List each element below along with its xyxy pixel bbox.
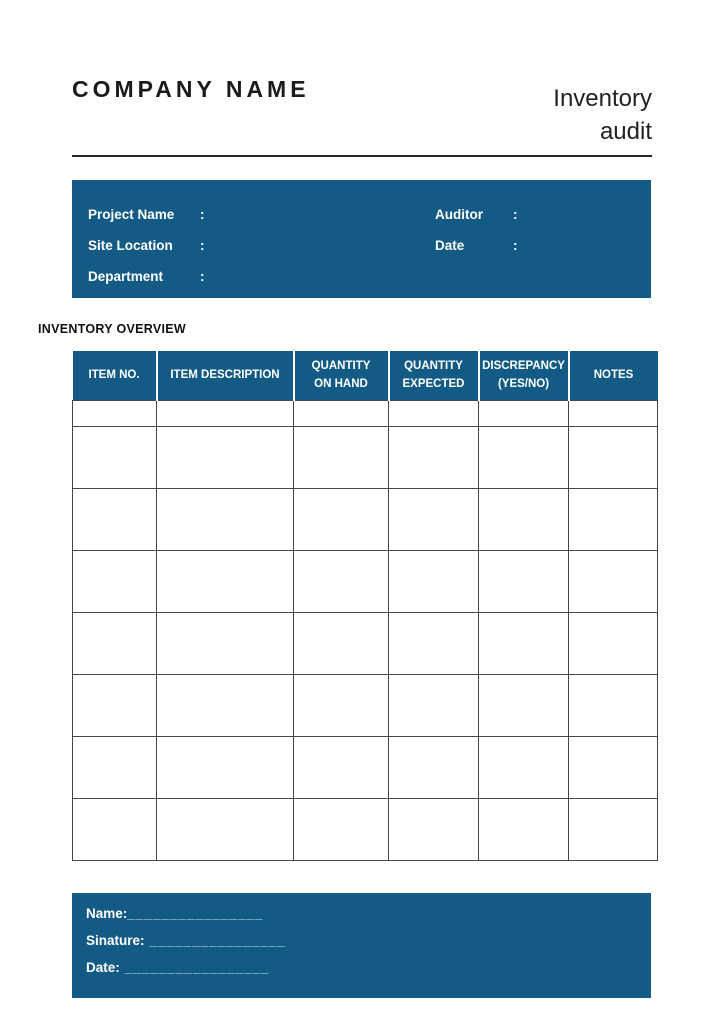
table-cell[interactable] — [479, 736, 569, 798]
table-cell[interactable] — [294, 674, 389, 736]
table-cell[interactable] — [569, 550, 658, 612]
table-cell[interactable] — [389, 550, 479, 612]
table-cell[interactable] — [294, 426, 389, 488]
table-cell[interactable] — [73, 550, 157, 612]
document-title-line2: audit — [599, 118, 652, 145]
table-cell[interactable] — [479, 674, 569, 736]
table-cell[interactable] — [294, 550, 389, 612]
document-title-line1: Inventory — [553, 85, 652, 112]
section-title: INVENTORY OVERVIEW — [38, 322, 187, 336]
table-cell[interactable] — [157, 550, 294, 612]
table-cell[interactable] — [73, 798, 157, 860]
table-cell[interactable] — [389, 612, 479, 674]
table-cell[interactable] — [157, 426, 294, 488]
name-line — [86, 906, 286, 921]
table-cell[interactable] — [294, 488, 389, 550]
department-colon: : — [200, 269, 205, 284]
table-cell[interactable] — [73, 736, 157, 798]
company-name: COMPANY NAME — [72, 76, 310, 102]
site-location-label: Site Location — [88, 238, 173, 253]
table-row — [73, 400, 658, 426]
table-cell[interactable] — [73, 488, 157, 550]
table-cell[interactable] — [389, 400, 479, 426]
table-cell[interactable] — [157, 736, 294, 798]
table-cell[interactable] — [157, 798, 294, 860]
table-cell[interactable] — [389, 674, 479, 736]
inventory-table-body — [73, 400, 658, 860]
table-cell[interactable] — [479, 400, 569, 426]
table-row — [73, 550, 658, 612]
table-cell[interactable] — [569, 426, 658, 488]
table-cell[interactable] — [73, 426, 157, 488]
column-header-quantity-expected: QUANTITY EXPECTED — [389, 351, 479, 400]
table-cell[interactable] — [389, 736, 479, 798]
table-cell[interactable] — [73, 674, 157, 736]
signature-box — [72, 893, 651, 998]
table-cell[interactable] — [479, 550, 569, 612]
table-row — [73, 736, 658, 798]
table-cell[interactable] — [157, 612, 294, 674]
site-location-field — [88, 234, 423, 253]
signature-label: Sinature: — [86, 933, 145, 948]
inventory-table — [72, 351, 658, 861]
table-cell[interactable] — [294, 612, 389, 674]
name-blank-line[interactable]: ________________ — [127, 906, 264, 921]
table-cell[interactable] — [157, 488, 294, 550]
department-label: Department — [88, 269, 164, 284]
project-name-field — [88, 203, 423, 222]
date-colon: : — [513, 238, 518, 253]
date-value[interactable] — [531, 234, 640, 250]
table-row — [73, 674, 658, 736]
project-name-label: Project Name — [88, 207, 175, 222]
table-cell[interactable] — [73, 400, 157, 426]
table-cell[interactable] — [479, 612, 569, 674]
table-cell[interactable] — [294, 798, 389, 860]
table-cell[interactable] — [569, 488, 658, 550]
column-header-item-no: ITEM NO. — [73, 351, 157, 400]
name-label: Name: — [86, 906, 128, 921]
table-cell[interactable] — [569, 798, 658, 860]
signature-lines — [86, 906, 286, 975]
date-line — [86, 960, 286, 975]
auditor-value[interactable] — [531, 203, 640, 219]
signature-blank-line[interactable]: ________________ — [149, 933, 286, 948]
project-info-box — [72, 180, 651, 298]
department-value[interactable] — [218, 265, 423, 281]
table-cell[interactable] — [479, 488, 569, 550]
auditor-colon: : — [513, 207, 518, 222]
signature-line — [86, 933, 286, 948]
table-cell[interactable] — [479, 426, 569, 488]
table-cell[interactable] — [389, 426, 479, 488]
table-row — [73, 798, 658, 860]
table-cell[interactable] — [389, 798, 479, 860]
table-cell[interactable] — [389, 488, 479, 550]
table-cell[interactable] — [569, 674, 658, 736]
site-location-colon: : — [200, 238, 205, 253]
table-cell[interactable] — [569, 736, 658, 798]
department-field — [88, 265, 423, 284]
site-location-value[interactable] — [218, 234, 423, 250]
column-header-item-description: ITEM DESCRIPTION — [157, 351, 294, 400]
date-label: Date — [435, 238, 465, 253]
auditor-label: Auditor — [435, 207, 483, 222]
table-cell[interactable] — [157, 400, 294, 426]
table-cell[interactable] — [157, 674, 294, 736]
project-name-value[interactable] — [218, 203, 423, 219]
info-left-column — [88, 203, 423, 284]
table-row — [73, 426, 658, 488]
table-cell[interactable] — [294, 736, 389, 798]
column-header-notes: NOTES — [569, 351, 658, 400]
table-cell[interactable] — [479, 798, 569, 860]
table-cell[interactable] — [569, 612, 658, 674]
column-header-quantity-on-hand: QUANTITY ON HAND — [294, 351, 389, 400]
date-blank-line[interactable]: _________________ — [124, 960, 270, 975]
table-row — [73, 612, 658, 674]
table-row — [73, 488, 658, 550]
inventory-table-header — [73, 351, 658, 400]
project-name-colon: : — [200, 207, 205, 222]
header-divider — [72, 155, 652, 157]
info-right-column — [435, 203, 640, 253]
date-field — [435, 234, 640, 253]
table-cell[interactable] — [569, 400, 658, 426]
table-cell[interactable] — [73, 612, 157, 674]
column-header-discrepancy: DISCREPANCY (YES/NO) — [479, 351, 569, 400]
date-signature-label: Date: — [86, 960, 120, 975]
auditor-field — [435, 203, 640, 222]
document-title — [553, 82, 652, 148]
table-cell[interactable] — [294, 400, 389, 426]
